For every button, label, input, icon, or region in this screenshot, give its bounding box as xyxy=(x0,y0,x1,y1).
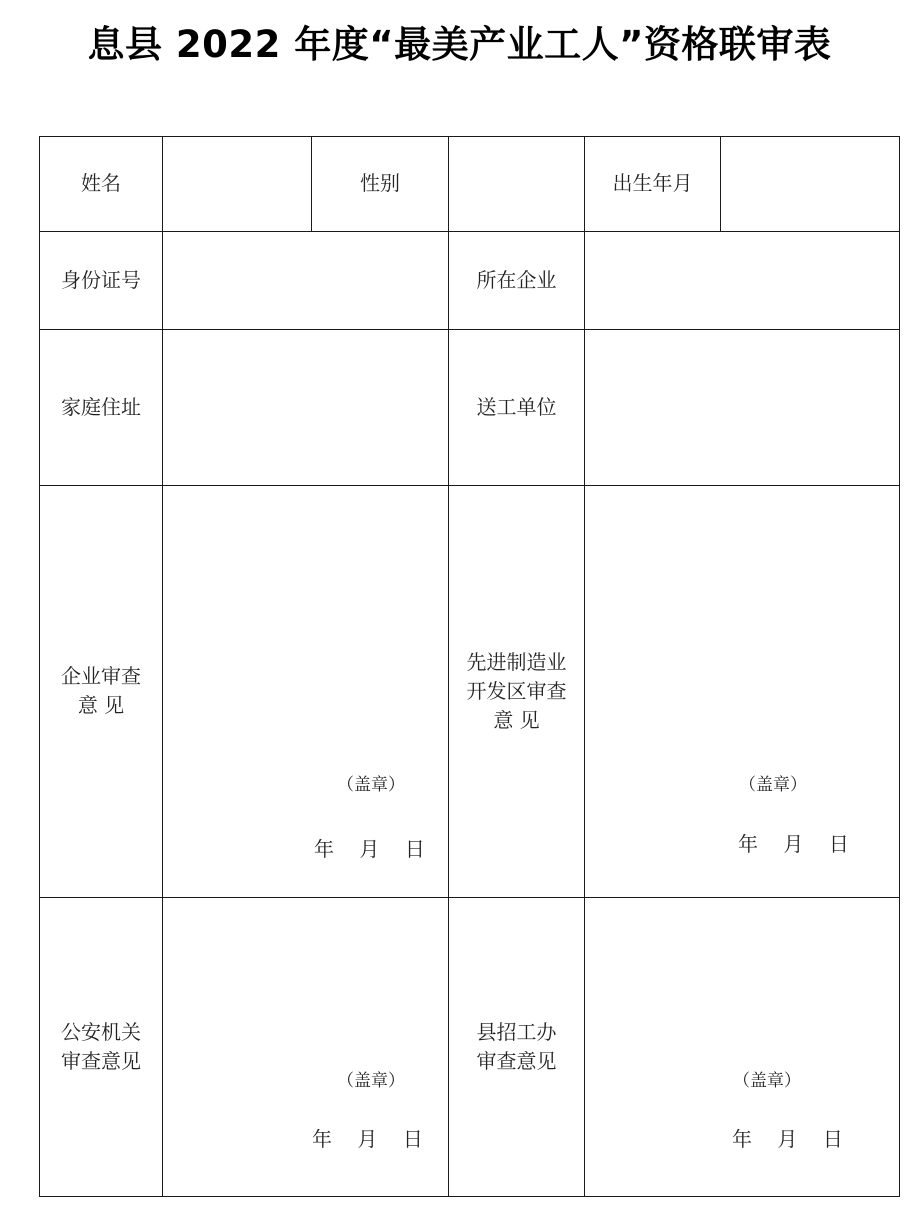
police-review-label-line: 公安机关 xyxy=(61,1020,141,1044)
zone-date-text: 年 月 日 xyxy=(738,832,849,856)
gender-label: 性别 xyxy=(360,171,400,195)
enterprise-seal-text: （盖章） xyxy=(337,775,405,795)
county-review-label-line: 审查意见 xyxy=(476,1049,557,1073)
police-date-text: 年 月 日 xyxy=(312,1127,423,1151)
form-title: 息县 2022 年度“最美产业工人”资格联审表 xyxy=(87,23,832,66)
address-label: 家庭住址 xyxy=(61,395,141,419)
company-label: 所在企业 xyxy=(476,268,557,292)
county-seal-text: （盖章） xyxy=(733,1071,801,1091)
birth-label: 出生年月 xyxy=(612,171,693,195)
enterprise-review-label xyxy=(40,662,162,720)
id-number-field[interactable] xyxy=(163,232,448,329)
sender-unit-field[interactable] xyxy=(585,330,899,485)
police-seal-text: （盖章） xyxy=(337,1071,405,1091)
enterprise-date-text: 年 月 日 xyxy=(314,837,425,861)
enterprise-review-label-line: 企业审查 xyxy=(61,664,141,688)
county-review-label xyxy=(449,1018,584,1076)
county-review-label-line: 县招工办 xyxy=(476,1020,557,1044)
county-date-text: 年 月 日 xyxy=(732,1127,843,1151)
zone-review-label xyxy=(449,648,584,735)
gender-field[interactable] xyxy=(449,137,584,231)
company-field[interactable] xyxy=(585,232,899,329)
zone-seal-text: （盖章） xyxy=(739,775,807,795)
address-field[interactable] xyxy=(163,330,448,485)
id-number-label: 身份证号 xyxy=(61,268,141,292)
sender-unit-label: 送工单位 xyxy=(476,395,557,419)
name-field[interactable] xyxy=(163,137,311,231)
zone-review-label-line: 开发区审查 xyxy=(466,679,567,703)
zone-review-label-line: 先进制造业 xyxy=(466,650,567,674)
table-border-bottom xyxy=(39,1196,900,1197)
birth-field[interactable] xyxy=(721,137,899,231)
name-label: 姓名 xyxy=(81,171,121,195)
police-review-label xyxy=(40,1018,162,1076)
police-review-label-line: 审查意见 xyxy=(61,1049,141,1073)
enterprise-review-label-line: 意 见 xyxy=(77,693,125,717)
zone-review-label-line: 意 见 xyxy=(493,708,540,732)
table-border-right xyxy=(899,136,900,1197)
